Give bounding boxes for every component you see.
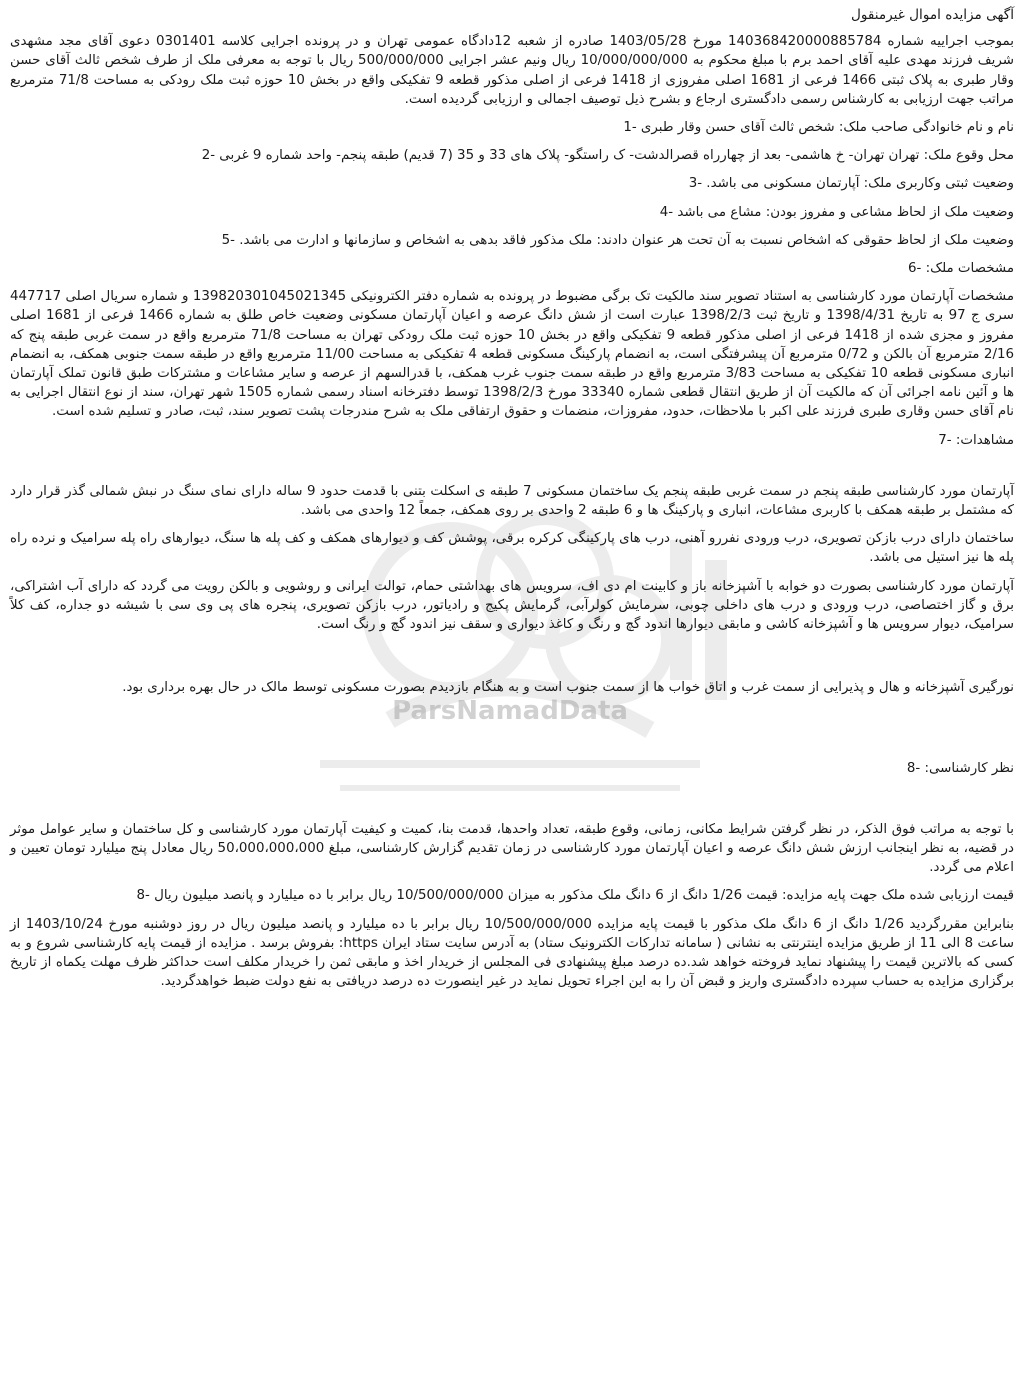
item-2-location: محل وقوع ملک: تهران تهران- خ هاشمی- بعد از چهارراه قصرالدشت- ک راستگو- پلاک های 33 و 35 (7 قدیم) طبقه پنجم- واحد شماره 9 غربی -2	[201, 148, 1014, 164]
item-5-legal: وضعیت ملک از لحاظ حقوقی که اشخاص نسبت به آن تحت هر عنوان دادند: ملک مذکور فاقد بدهی به اشخاص و سازمانها و ادارت می باشد. -5	[221, 232, 1014, 248]
item-7-heading: مشاهدات: -7	[938, 432, 1014, 448]
doc-intro: بموجب اجراییه شماره 140368420000885784 مورخ 1403/05/28 صادره از شعبه 12دادگاه عمومی تهران و در پرونده اجرایی کلاسه 0301401 دعوی آقای مجد مشهدی شریف فرزند مهدی علیه آقای احمد برم با مبلغ محکوم به 10/000/000/000 ریال ونیم عشر اجرایی 500/000/000 ریال با توجه به معرفی ملک از طرف شخص ثالث آقای حسن وقار طبری به پلاک ثبتی 1466 فرعی از 1681 اصلی مفروزی از 1418 فرعی از اصلی مذکور قطعه 9 تفکیکی واقع در بخش 10 حوزه ثبت ملک رودکی به مساحت 71/8 مترمربع مراتب جهت ارزیابی به کارشناس رسمی دادگستری ارجاع و بشرح ذیل توصیف اجمالی و ارزیابی گردیده است.	[10, 34, 1014, 107]
item-6-body: مشخصات آپارتمان مورد کارشناسی به استناد تصویر سند مالکیت تک برگی مضبوط در پرونده به شماره دفتر الکترونیکی 139820301045021345 و شماره سریال اصلی 447717 سری ج 97 به تاریخ 1398/4/31 و تاریخ ثبت 1398/2/3 عبارت است از شش دانگ عرصه و اعیان آپارتمان مسکونی وضعیت خاص طلق به شماره 1466 فرعی از 1681 اصلی مفروز و مجزی شده از 1418 فرعی از اصلی مذکور قطعه 9 تفکیکی واقع در بخش 10 حوزه ثبت ملک رودکی تهران به مساحت 71/8 مترمربع واقع در سمت غربی طبقه پنج که 2/16 مترمربع آن بالکن و 0/72 مترمربع آن پیشرفتگی است، به انضمام پارکینگ مسکونی قطعه 4 تفکیکی به مساحت 11/00 مترمربع واقع در طبقه سمت جنوبی همکف، به انضمام انباری مسکونی قطعه 10 تفکیکی به مساحت 3/83 مترمربع واقع در طبقه سمت جنوب غرب همکف، با قدرالسهم از عرصه و سایر مشاعات و مشترکات طبق قانون تملک آپارتمان ها و آئین نامه اجرائی آن که مالکیت آن از طریق انتقال قطعی شماره 33340 مورخ 1398/2/3 توسط دفترخانه اسناد رسمی شماره 1505 شهر تهران، سند از نوع انتقال اجرایی به نام آقای حسن وقاری طبری فرزند علی اکبر با ملاحظات، حدود، مفروزات، منضمات و حقوق ارتفاقی ملک به شرح مندرجات پشت تصویر سند، ثبت، صادر و تسلیم شده است.	[10, 289, 1015, 420]
item-8-heading: نظر کارشناسی: -8	[906, 761, 1014, 777]
document-content	[10, 6, 1014, 991]
doc-title: آگهی مزایده اموال غیرمنقول	[850, 7, 1014, 23]
item-1-owner: نام و نام خانوادگی صاحب ملک: شخص ثالث آقای حسن وقار طبری -1	[623, 120, 1014, 136]
item-6-heading: مشخصات ملک: -6	[907, 261, 1014, 277]
item-7-paragraph-1: آپارتمان مورد کارشناسی طبقه پنجم در سمت غربی طبقه پنجم یک ساختمان مسکونی 7 طبقه ی اسکلت بتنی با قدمت حدود 9 ساله دارای نمای سنگ در نبش شمالی گذر قرار دارد که مشتمل بر طبقه همکف با کاربری مشاعات، انباری و پارکینگ ها و 6 طبقه 2 واحدی بر روی همکف، جمعاً 12 واحدی می باشد.	[10, 483, 1014, 519]
watermark-site-text: ParsNamadData	[392, 696, 628, 726]
item-8-price: قیمت ارزیابی شده ملک جهت پایه مزایده: قیمت 1/26 دانگ از 6 دانگ ملک مذکور به میزان 10/500/000/000 ریال برابر با ده میلیارد و پانصد میلیون ریال -8	[136, 888, 1014, 904]
item-7-paragraph-2: ساختمان دارای درب بازکن تصویری، درب ورودی نفررو آهنی، درب های پارکینگی کرکره برقی، پوشش کف و دیوارهای همکف و کف پله ها سنگ، دیوارهای راه پله سرامیک و نرده راه پله ها نیز استیل می باشد.	[10, 531, 1014, 566]
item-4-status: وضعیت ملک از لحاظ مشاعی و مفروز بودن: مشاع می باشد -4	[659, 204, 1014, 220]
closing-paragraph: بنابراین مقررگردید 1/26 دانگ از 6 دانگ ملک مذکور با قیمت پایه مزایده 10/500/000/000 ریال برابر با ده میلیارد و پانصد میلیون ریال در روز دوشنبه مورخ 1403/10/24 از ساعت 8 الی 11 از طریق مزایده اینترنتی به نشانی ( سامانه تدارکات الکترونیک ستاد) به آدرس سایت ستاد ایران https: بفروش برسد . مزایده از قیمت پایه کارشناسی شروع و به کسی که بالاترین قیمت را پیشنهاد نماید فروخته خواهد شد.ده درصد مبلغ پیشنهادی فی المجلس از خریدار اخذ و مابقی ثمن را خریدار مکلف است حداکثر ظرف مهلت یکماه از تاریخ برگزاری مزایده به حساب سپرده دادگستری واریز و قبض آن را به این اجراء تحویل نماید در غیر اینصورت ده درصد دریافتی به نفع دولت ضبط خواهدگردید.	[10, 916, 1014, 990]
item-3-usage: وضعیت ثبتی وکاربری ملک: آپارتمان مسکونی می باشد. -3	[688, 176, 1014, 192]
item-7-paragraph-4: نورگیری آشپزخانه و هال و پذیرایی از سمت غرب و اتاق خواب ها از سمت جنوب است و به هنگام بازدیدم بصورت مسکونی توسط مالک در حال بهره برداری بود.	[122, 680, 1014, 696]
item-8-body: با توجه به مراتب فوق الذکر، در نظر گرفتن شرایط مکانی، زمانی، وقوع طبقه، تعداد واحدها، قدمت بنا، کمیت و کیفیت آپارتمان مورد کارشناسی و کل ساختمان و سایر عوامل موثر در قضیه، به نظر اینجانب ارزش شش دانگ عرصه و اعیان آپارتمان مورد کارشناسی در زمان تقدیم گزارش کارشناسی، مبلغ 50،000،000،000 ریال معادل پنج میلیارد تومان تعیین و اعلام می گردد.	[10, 821, 1014, 876]
item-7-paragraph-3: آپارتمان مورد کارشناسی بصورت دو خوابه با آشپزخانه باز و کابینت ام دی اف، سرویس های بهداشتی حمام، توالت ایرانی و روشویی و بالکن رویت می گردد که دارای آب اشتراکی، برق و گاز اختصاصی، درب ورودی و درب های داخلی چوبی، سرمایش کولرآبی، گرمایش پکیج و رادیاتور، درب بازکن تصویری، پنجره های پی وی سی با شیشه دو جداره، کف کلاً سرامیک، دیوار سرویس ها و آشپزخانه کاشی و مابقی دیوارها اندود گچ و رنگ و کاغذ دیواری و سقف نیز اندود گچ و رنگ است.	[10, 578, 1014, 633]
